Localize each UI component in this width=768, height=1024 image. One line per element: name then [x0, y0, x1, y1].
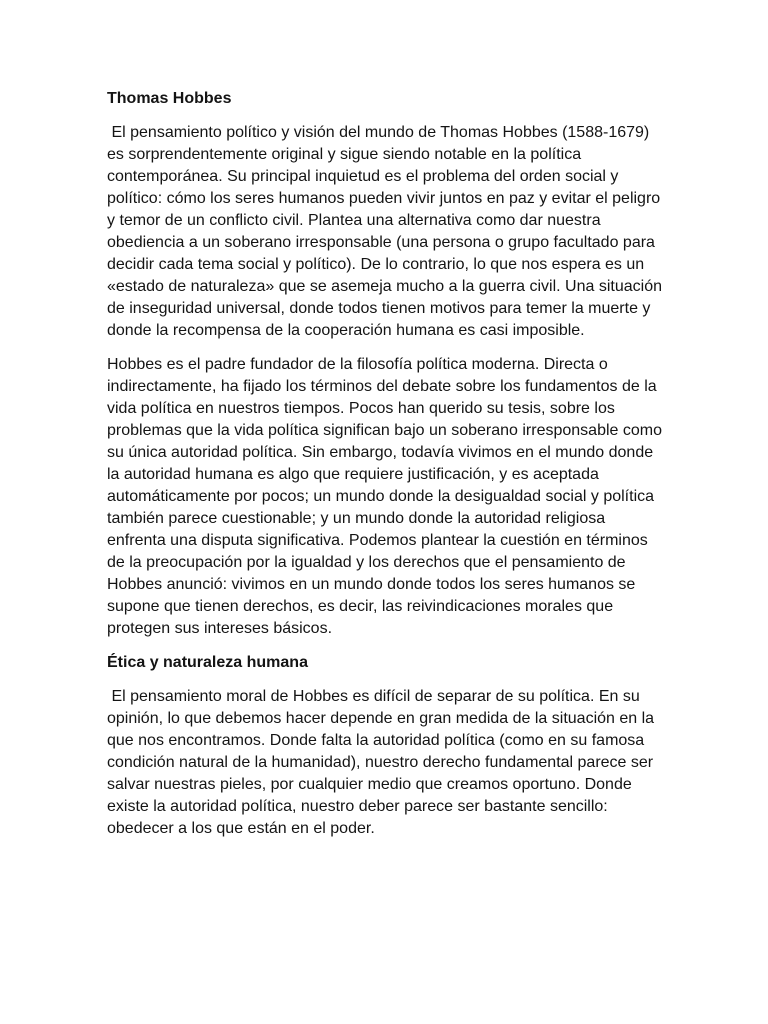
paragraph: El pensamiento político y visión del mundo de Thomas Hobbes (1588-1679) es sorprendentemente original y sigue siendo notable en la política contemporánea. Su principal inquietud es el problema del orden social y político: cómo los seres humanos pueden vivir juntos en paz y evitar el peligro y temor de un conflicto civil. Plantea una alternativa como dar nuestra obediencia a un soberano irresponsable (una persona o grupo facultado para decidir cada tema social y político). De lo contrario, lo que nos espera es un «estado de naturaleza» que se asemeja mucho a la guerra civil. Una situación de inseguridad universal, donde todos tienen motivos para temer la muerte y donde la recompensa de la cooperación humana es casi imposible.	[107, 124, 667, 339]
paragraph: Hobbes es el padre fundador de la filosofía política moderna. Directa o indirectamente, ha fijado los términos del debate sobre los fundamentos de la vida política en nuestros tiempos. Pocos han querido su tesis, sobre los problemas que la vida política significan bajo un soberano irresponsable como su única autoridad política. Sin embargo, todavía vivimos en el mundo donde la autoridad humana es algo que requiere justificación, y es aceptada automáticamente por pocos; un mundo donde la desigualdad social y política también parece cuestionable; y un mundo donde la autoridad religiosa enfrenta una disputa significativa. Podemos plantear la cuestión en términos de la preocupación por la igualdad y los derechos que el pensamiento de Hobbes anunció: vivimos en un mundo donde todos los seres humanos se supone que tienen derechos, es decir, las reivindicaciones morales que protegen sus intereses básicos.	[107, 356, 667, 637]
paragraph: El pensamiento moral de Hobbes es difícil de separar de su política. En su opinión, lo que debemos hacer depende en gran medida de la situación en la que nos encontramos. Donde falta la autoridad política (como en su famosa condición natural de la humanidad), nuestro derecho fundamental parece ser salvar nuestras pieles, por cualquier medio que creamos oportuno. Donde existe la autoridad política, nuestro deber parece ser bastante sencillo: obedecer a los que están en el poder.	[107, 688, 659, 837]
document-title: Thomas Hobbes	[107, 90, 232, 107]
section-heading: Ética y naturaleza humana	[107, 654, 308, 671]
document-page	[107, 88, 667, 840]
